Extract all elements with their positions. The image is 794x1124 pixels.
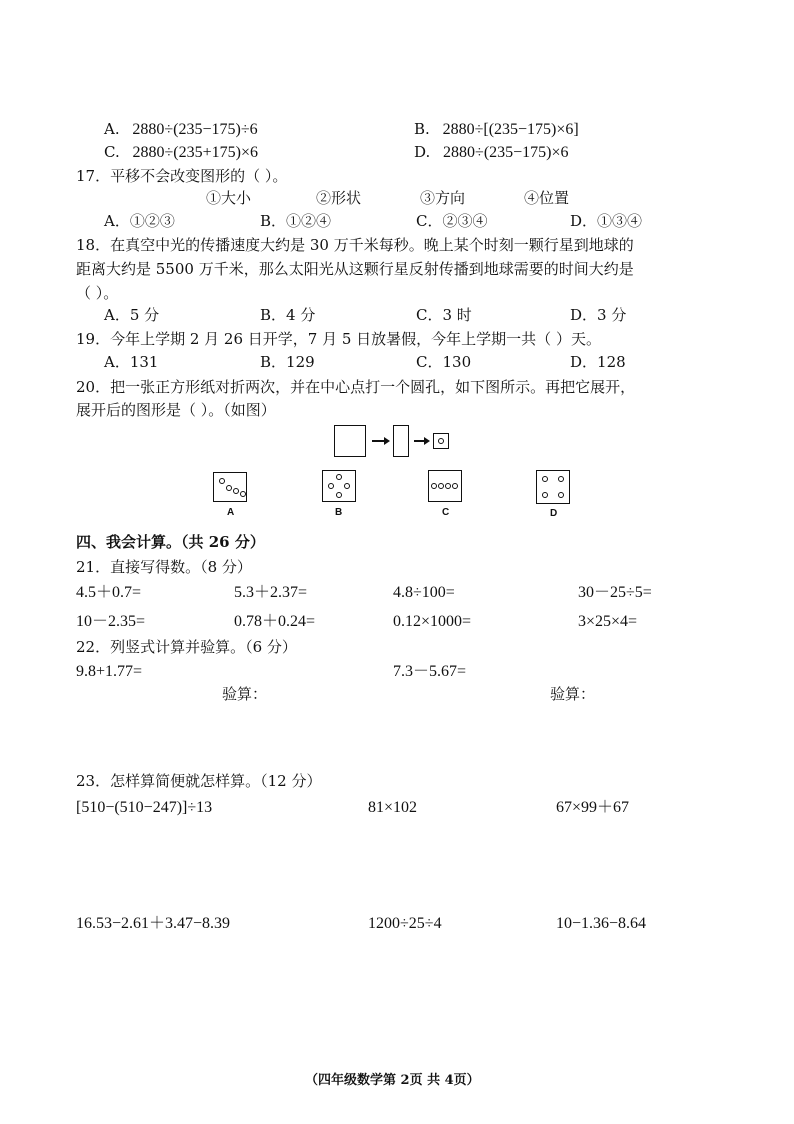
hole-icon bbox=[344, 483, 350, 489]
hole-icon bbox=[445, 483, 451, 489]
q21-expr-1: 4.5＋0.7= bbox=[76, 584, 142, 601]
q23-expr-5: 1200÷25÷4 bbox=[368, 915, 442, 932]
q21-expr-4: 30－25÷5= bbox=[578, 584, 652, 601]
q21-expr-3: 4.8÷100= bbox=[393, 584, 455, 601]
q23-expr-6: 10−1.36−8.64 bbox=[556, 915, 647, 932]
q21-expr-8: 3×25×4= bbox=[578, 613, 638, 630]
q16-option-a-expr: 2880÷(235−175)÷6 bbox=[132, 121, 258, 138]
hole-icon bbox=[219, 478, 225, 484]
fold-arrow-2 bbox=[414, 440, 428, 442]
page-footer: （四年级数学第 2页 共 4页） bbox=[305, 1073, 480, 1088]
q21-stem: 21．直接写得数。（8 分） bbox=[76, 558, 252, 576]
q19-option-a: A．131 bbox=[104, 353, 159, 371]
q22-expr-2: 7.3－5.67= bbox=[393, 663, 467, 680]
hole-icon bbox=[233, 488, 239, 494]
q21-expr-2: 5.3＋2.37= bbox=[234, 584, 308, 601]
q21-expr-5: 10－2.35= bbox=[76, 613, 146, 630]
q20-option-c-label: C bbox=[442, 507, 450, 518]
q21-expr-6: 0.78＋0.24= bbox=[234, 613, 316, 630]
q20-line-2: 展开后的图形是（ ）。（如图） bbox=[76, 401, 276, 419]
hole-icon bbox=[328, 483, 334, 489]
q17-option-c: C．②③④ bbox=[416, 212, 488, 230]
q16-option-c-expr: 2880÷(235+175)×6 bbox=[132, 144, 258, 161]
hole-icon bbox=[542, 476, 548, 482]
q23-expr-2: 81×102 bbox=[368, 799, 418, 816]
section-4-title: 四、我会计算。（共 26 分） bbox=[76, 533, 265, 551]
q22-expr-1: 9.8+1.77= bbox=[76, 663, 143, 680]
q17-option-b: B．①②④ bbox=[260, 212, 332, 230]
hole-icon bbox=[542, 492, 548, 498]
q19-option-b: B．129 bbox=[260, 353, 315, 371]
q19-option-d: D．128 bbox=[570, 353, 626, 371]
q17-item-1: ①大小 bbox=[206, 189, 252, 207]
q23-expr-1: [510−(510−247)]÷13 bbox=[76, 799, 213, 816]
q17-item-3: ③方向 bbox=[420, 189, 466, 207]
hole-icon bbox=[240, 491, 246, 497]
q19-option-c: C．130 bbox=[416, 353, 472, 371]
q18-option-b: B．4 分 bbox=[260, 306, 316, 324]
hole-icon bbox=[336, 474, 342, 480]
q22-check-label-2: 验算： bbox=[550, 685, 596, 703]
q18-line-2: 距离大约是 5500 万千米，那么太阳光从这颗行星反射传播到地球需要的时间大约是 bbox=[76, 260, 634, 278]
fold-hole-icon bbox=[438, 438, 444, 444]
q18-line-1: 18．在真空中光的传播速度大约是 30 万千米每秒。晚上某个时刻一颗行星到地球的 bbox=[76, 236, 634, 254]
fold-arrow-1 bbox=[372, 440, 388, 442]
hole-icon bbox=[558, 492, 564, 498]
q18-option-d: D．3 分 bbox=[570, 306, 627, 324]
hole-icon bbox=[431, 483, 437, 489]
q16-option-a: A. 2880÷(235−175)÷6 bbox=[104, 120, 258, 138]
q23-expr-4: 16.53−2.61＋3.47−8.39 bbox=[76, 915, 231, 932]
q21-expr-7: 0.12×1000= bbox=[393, 613, 472, 630]
q19-stem: 19．今年上学期 2 月 26 日开学，7 月 5 日放暑假，今年上学期一共（ ）天。 bbox=[76, 330, 601, 348]
q16-option-d-expr: 2880÷(235−175)×6 bbox=[443, 144, 569, 161]
q17-option-a: A．①②③ bbox=[104, 212, 175, 230]
q16-option-c: C. 2880÷(235+175)×6 bbox=[104, 143, 258, 161]
q16-option-b: B. 2880÷[(235−175)×6] bbox=[414, 120, 579, 138]
hole-icon bbox=[438, 483, 444, 489]
q18-option-a: A．5 分 bbox=[104, 306, 160, 324]
q20-option-b-label: B bbox=[335, 507, 343, 518]
fold-step-half bbox=[393, 425, 409, 457]
q16-option-b-expr: 2880÷[(235−175)×6] bbox=[442, 121, 579, 138]
hole-icon bbox=[336, 492, 342, 498]
q17-item-2: ②形状 bbox=[316, 189, 362, 207]
q20-line-1: 20．把一张正方形纸对折两次，并在中心点打一个圆孔，如下图所示。再把它展开， bbox=[76, 378, 636, 396]
q17-stem: 17．平移不会改变图形的（ ）。 bbox=[76, 167, 288, 185]
q22-stem: 22．列竖式计算并验算。（6 分） bbox=[76, 638, 297, 656]
q20-option-a-label: A bbox=[227, 507, 235, 518]
q18-option-c: C．3 时 bbox=[416, 306, 472, 324]
q23-stem: 23．怎样算简便就怎样算。（12 分） bbox=[76, 772, 322, 790]
hole-icon bbox=[558, 476, 564, 482]
hole-icon bbox=[226, 485, 232, 491]
q22-check-label-1: 验算： bbox=[222, 685, 268, 703]
q17-item-4: ④位置 bbox=[524, 189, 570, 207]
q18-line-3: （ ）。 bbox=[76, 284, 119, 302]
q20-option-d-label: D bbox=[550, 508, 558, 519]
q17-option-d: D．①③④ bbox=[570, 212, 643, 230]
hole-icon bbox=[452, 483, 458, 489]
q16-option-d: D. 2880÷(235−175)×6 bbox=[414, 143, 569, 161]
q23-expr-3: 67×99＋67 bbox=[556, 799, 630, 816]
fold-step-square bbox=[334, 425, 366, 457]
